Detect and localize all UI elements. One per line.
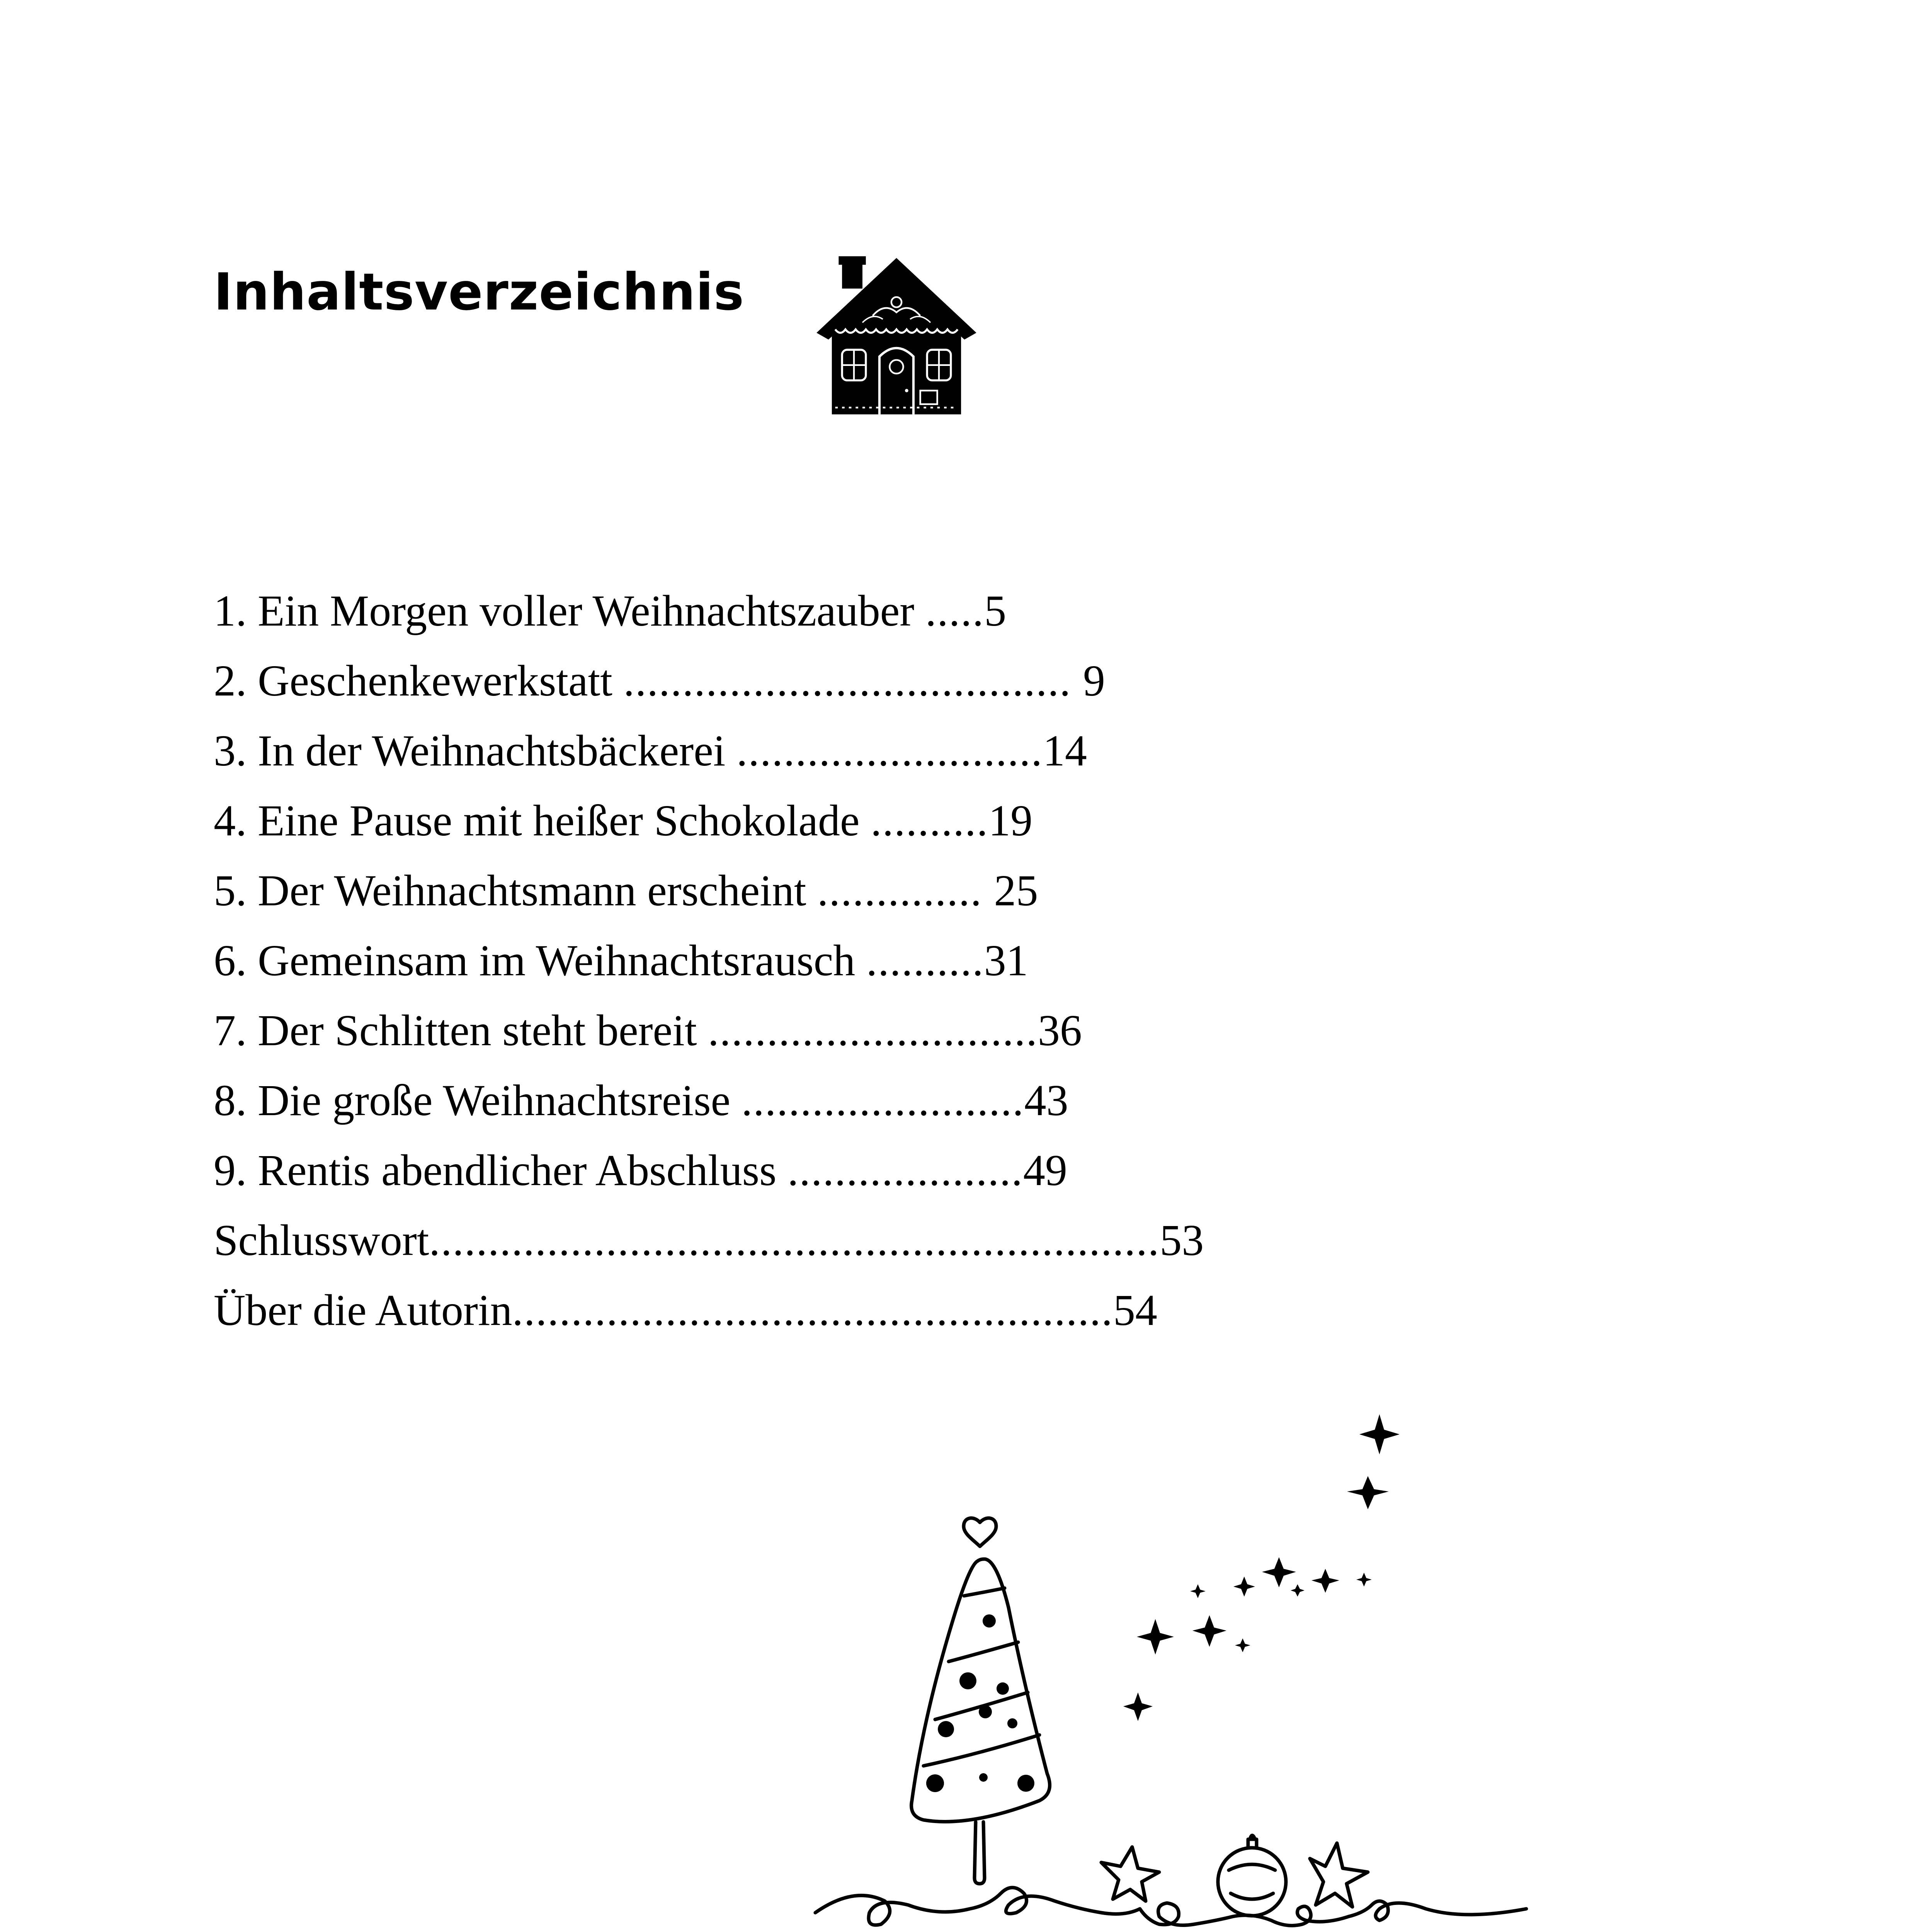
toc-entry-label: 8. Die große Weihnachtsreise xyxy=(214,1076,742,1125)
toc-entry-label: 6. Gemeinsam im Weihnachtsrausch xyxy=(214,936,866,985)
toc-entry[interactable] xyxy=(214,855,1204,925)
toc-entry[interactable] xyxy=(214,646,1204,716)
toc-entry-label: 3. In der Weihnachtsbäckerei xyxy=(214,726,736,775)
toc-entry[interactable] xyxy=(214,1275,1204,1345)
toc-page-number: 5 xyxy=(984,586,1007,635)
toc-entry-label: 7. Der Schlitten steht bereit xyxy=(214,1006,708,1055)
toc-leader-dots: ...................................... xyxy=(623,656,1083,705)
christmas-tree-with-stars-illustration xyxy=(808,1414,1534,1932)
toc-entry-label: 9. Rentis abendlicher Abschluss xyxy=(214,1146,787,1195)
toc-entry-label: 1. Ein Morgen voller Weihnachtszauber xyxy=(214,586,925,635)
toc-leader-dots: .......... xyxy=(866,936,984,985)
toc-leader-dots: .............................................................. xyxy=(429,1216,1160,1265)
toc-leader-dots: .......... xyxy=(871,796,989,845)
toc-entry[interactable] xyxy=(214,716,1204,786)
toc-leader-dots: ........................ xyxy=(741,1076,1024,1125)
toc-page-number: 25 xyxy=(994,866,1038,915)
toc-entry[interactable] xyxy=(214,786,1204,855)
gingerbread-house-icon xyxy=(811,251,981,421)
toc-leader-dots: ................................................... xyxy=(512,1286,1114,1335)
toc-page-number: 43 xyxy=(1024,1076,1068,1125)
toc-page-number: 36 xyxy=(1038,1006,1082,1055)
toc-page-number: 14 xyxy=(1043,726,1087,775)
toc-leader-dots: ..... xyxy=(925,586,985,635)
toc-page-number: 54 xyxy=(1113,1286,1158,1335)
toc-page-number: 49 xyxy=(1023,1146,1067,1195)
toc-page-number: 9 xyxy=(1083,656,1105,705)
toc-entry-label: 4. Eine Pause mit heißer Schokolade xyxy=(214,796,871,845)
toc-leader-dots: .......................... xyxy=(736,726,1043,775)
table-of-contents xyxy=(214,576,1204,1345)
toc-entry[interactable] xyxy=(214,1135,1204,1205)
toc-entry[interactable] xyxy=(214,576,1204,646)
page-title: Inhaltsverzeichnis xyxy=(214,262,745,322)
toc-leader-dots: .................... xyxy=(787,1146,1023,1195)
toc-leader-dots: ............................ xyxy=(708,1006,1038,1055)
toc-page-number: 53 xyxy=(1160,1216,1204,1265)
toc-leader-dots: .............. xyxy=(817,866,994,915)
toc-entry[interactable] xyxy=(214,995,1204,1065)
toc-page-number: 31 xyxy=(984,936,1028,985)
toc-entry[interactable] xyxy=(214,1065,1204,1135)
toc-entry-label: Über die Autorin xyxy=(214,1286,512,1335)
toc-entry-label: Schlusswort xyxy=(214,1216,429,1265)
toc-entry-label: 5. Der Weihnachtsmann erscheint xyxy=(214,866,818,915)
toc-entry[interactable] xyxy=(214,1205,1204,1275)
toc-entry-label: 2. Geschenkewerkstatt xyxy=(214,656,624,705)
toc-entry[interactable] xyxy=(214,925,1204,995)
toc-page-number: 19 xyxy=(988,796,1033,845)
